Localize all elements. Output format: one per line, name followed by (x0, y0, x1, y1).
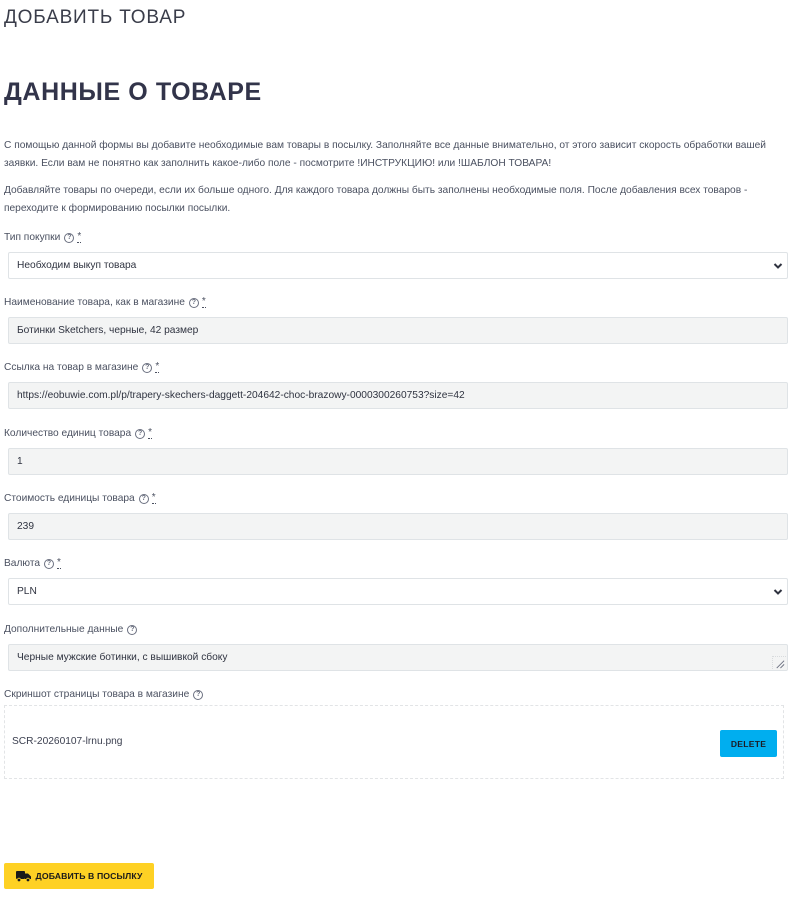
uploaded-file-name: SCR-20260107-lrnu.png (12, 736, 123, 747)
required-marker: * (151, 492, 156, 503)
intro-paragraph-1: С помощью данной формы вы добавите необходимые вам товары в посылку. Заполняйте все данные внимательно, от этого зависит скорость обработки вашей заявки. Если вам не понятно как заполнить какое-либо поле - посмотрите !ИНСТРУКЦИЮ! или !ШАБЛОН ТОВАРА! (4, 140, 767, 169)
product-name-input[interactable] (8, 317, 788, 344)
add-to-parcel-button[interactable] (4, 863, 154, 889)
help-icon[interactable]: ? (44, 559, 54, 569)
quantity-label-text: Количество единиц товара (4, 428, 132, 439)
quantity-input[interactable] (8, 448, 788, 475)
quantity-label (4, 428, 152, 439)
chevron-down-icon (773, 261, 783, 271)
additional-info-label (4, 624, 137, 635)
currency-value: PLN (17, 586, 37, 597)
unit-price-input[interactable] (8, 513, 788, 540)
required-marker: * (155, 361, 160, 372)
unit-price-label (4, 493, 156, 504)
resize-handle-icon[interactable] (772, 656, 786, 669)
screenshot-label-text: Скриншот страницы товара в магазине (4, 689, 190, 700)
product-link-value: https://eobuwie.com.pl/p/trapery-skechers-daggett-204642-choc-brazowy-0000300260753?size=42 (17, 390, 465, 401)
additional-info-textarea[interactable] (8, 644, 788, 671)
product-name-label (4, 297, 206, 308)
required-marker: * (77, 231, 82, 242)
page-title: ДОБАВИТЬ ТОВАР (4, 7, 187, 28)
purchase-type-value: Необходим выкуп товара (17, 260, 137, 271)
help-icon[interactable]: ? (142, 363, 152, 373)
additional-info-label-text: Дополнительные данные (4, 624, 124, 635)
truck-icon (16, 871, 31, 882)
product-link-label-text: Ссылка на товар в магазине (4, 362, 139, 373)
currency-select[interactable] (8, 578, 788, 605)
currency-label (4, 558, 61, 569)
quantity-value: 1 (17, 456, 23, 467)
additional-info-value: Черные мужские ботинки, с вышивкой сбоку (17, 652, 228, 663)
unit-price-value: 239 (17, 521, 34, 532)
help-icon[interactable]: ? (139, 494, 149, 504)
help-icon[interactable]: ? (193, 690, 203, 700)
screenshot-label (4, 689, 203, 700)
purchase-type-label-text: Тип покупки (4, 232, 61, 243)
help-icon[interactable]: ? (135, 429, 145, 439)
help-icon[interactable]: ? (64, 233, 74, 243)
unit-price-label-text: Стоимость единицы товара (4, 493, 135, 504)
screenshot-dropzone[interactable] (4, 705, 784, 779)
purchase-type-label (4, 232, 81, 243)
add-to-parcel-label: ДОБАВИТЬ В ПОСЫЛКУ (35, 871, 143, 881)
product-name-label-text: Наименование товара, как в магазине (4, 297, 185, 308)
delete-file-button[interactable]: DELETE (720, 730, 777, 757)
currency-label-text: Валюта (4, 558, 41, 569)
section-title: ДАННЫЕ О ТОВАРЕ (4, 78, 262, 106)
help-icon[interactable]: ? (127, 625, 137, 635)
chevron-down-icon (773, 587, 783, 597)
intro-paragraph-2: Добавляйте товары по очереди, если их больше одного. Для каждого товара должны быть заполнены необходимые поля. После добавления всех товаров - переходите к формированию посылки посылки. (4, 185, 748, 214)
purchase-type-select[interactable] (8, 252, 788, 279)
required-marker: * (57, 557, 61, 568)
required-marker: * (148, 427, 153, 438)
product-link-label (4, 362, 159, 373)
help-icon[interactable]: ? (189, 298, 199, 308)
product-name-value: Ботинки Sketchers, черные, 42 размер (17, 325, 199, 336)
product-link-input[interactable] (8, 382, 788, 409)
required-marker: * (201, 296, 206, 307)
